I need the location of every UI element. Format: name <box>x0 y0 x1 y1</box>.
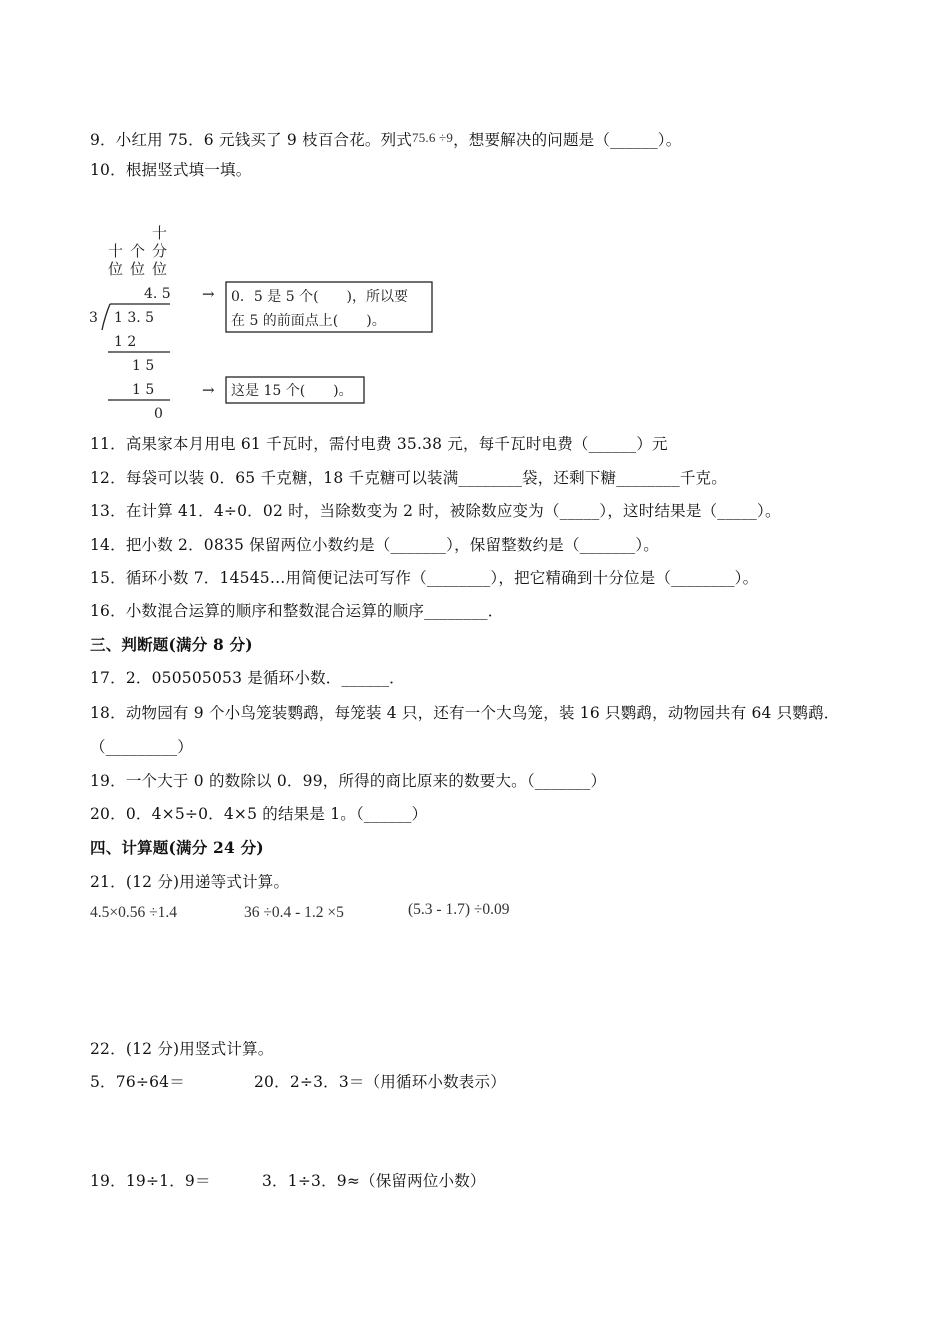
question-16: 16．小数混合运算的顺序和整数混合运算的顺序________． <box>90 602 504 620</box>
question-13: 13．在计算 41．4÷0．02 时，当除数变为 2 时，被除数应变为（_____），这时结果是（_____）。 <box>90 502 781 520</box>
q21-expression-3: (5.3 - 1.7) ÷0.09 <box>408 901 510 918</box>
q22-problem-2: 20．2÷3．3＝（用循环小数表示） <box>254 1073 506 1091</box>
question-18-blank: （_________） <box>90 738 193 756</box>
q22-problem-3: 19．19÷1．9＝ <box>90 1172 211 1190</box>
box1-line1: 0．5 是 5 个( )，所以要 <box>231 289 408 305</box>
question-18: 18．动物园有 9 个小鸟笼装鹦鹉，每笼装 4 只，还有一个大鸟笼，装 16 只鹦鹉，动物园共有 64 只鹦鹉． <box>90 704 840 722</box>
question-22: 22．(12 分)用竖式计算。 <box>90 1040 274 1058</box>
step3: 1 5 <box>132 382 155 398</box>
section-3-heading: 三、判断题(满分 8 分) <box>90 635 253 654</box>
q21-expression-1: 4.5×0.56 ÷1.4 <box>90 904 177 921</box>
header-wei-2: 位 <box>130 260 146 278</box>
q22-problem-1: 5．76÷64＝ <box>90 1073 185 1091</box>
long-division-svg <box>88 222 448 422</box>
question-20: 20．0．4×5÷0．4×5 的结果是 1。（______） <box>90 805 428 823</box>
question-9-formula: 75.6 ÷9 <box>412 130 454 145</box>
question-9-text-a: 9．小红用 75．6 元钱买了 9 枝百合花。列式 <box>90 131 413 149</box>
header-wei-1: 位 <box>108 260 124 278</box>
question-9 <box>90 128 681 150</box>
header-wei-3: 位 <box>152 260 168 278</box>
step1: 1 2 <box>114 334 137 350</box>
long-division-figure <box>88 222 448 422</box>
question-15: 15．循环小数 7．14545…用简便记法可写作（________），把它精确到十分位是（________）。 <box>90 569 759 587</box>
box2-text: 这是 15 个( )。 <box>231 383 353 399</box>
dividend: 1 3. 5 <box>114 310 155 326</box>
step2: 1 5 <box>132 358 155 374</box>
header-top-ten: 十 <box>152 224 168 242</box>
q22-problem-4: 3．1÷3．9≈（保留两位小数） <box>262 1172 486 1190</box>
question-9-text-b: ，想要解决的问题是（______）。 <box>453 131 682 149</box>
box1-line2: 在 5 的前面点上( )。 <box>231 313 386 329</box>
remainder: 0 <box>154 406 163 422</box>
question-10: 10．根据竖式填一填。 <box>90 161 252 179</box>
divisor: 3 <box>89 310 98 326</box>
header-fen: 分 <box>152 242 168 260</box>
section-4-heading: 四、计算题(满分 24 分) <box>90 838 264 857</box>
quotient: 4. 5 <box>144 286 171 302</box>
question-19: 19．一个大于 0 的数除以 0．99，所得的商比原来的数要大。（_______） <box>90 772 607 790</box>
header-one: 个 <box>130 242 146 260</box>
arrow-2: → <box>202 381 215 399</box>
question-17: 17．2．050505053 是循环小数．______． <box>90 669 405 687</box>
question-21: 21．(12 分)用递等式计算。 <box>90 873 290 891</box>
q21-expression-2: 36 ÷0.4 - 1.2 ×5 <box>244 904 344 921</box>
question-11: 11．高果家本月用电 61 千瓦时，需付电费 35.38 元，每千瓦时电费（______）元 <box>90 435 668 453</box>
question-12: 12．每袋可以装 0．65 千克糖，18 千克糖可以装满________袋，还剩下糖________千克。 <box>90 469 727 487</box>
header-ten: 十 <box>108 242 124 260</box>
arrow-1: → <box>202 285 215 303</box>
question-14: 14．把小数 2．0835 保留两位小数约是（_______），保留整数约是（_______）。 <box>90 536 659 554</box>
